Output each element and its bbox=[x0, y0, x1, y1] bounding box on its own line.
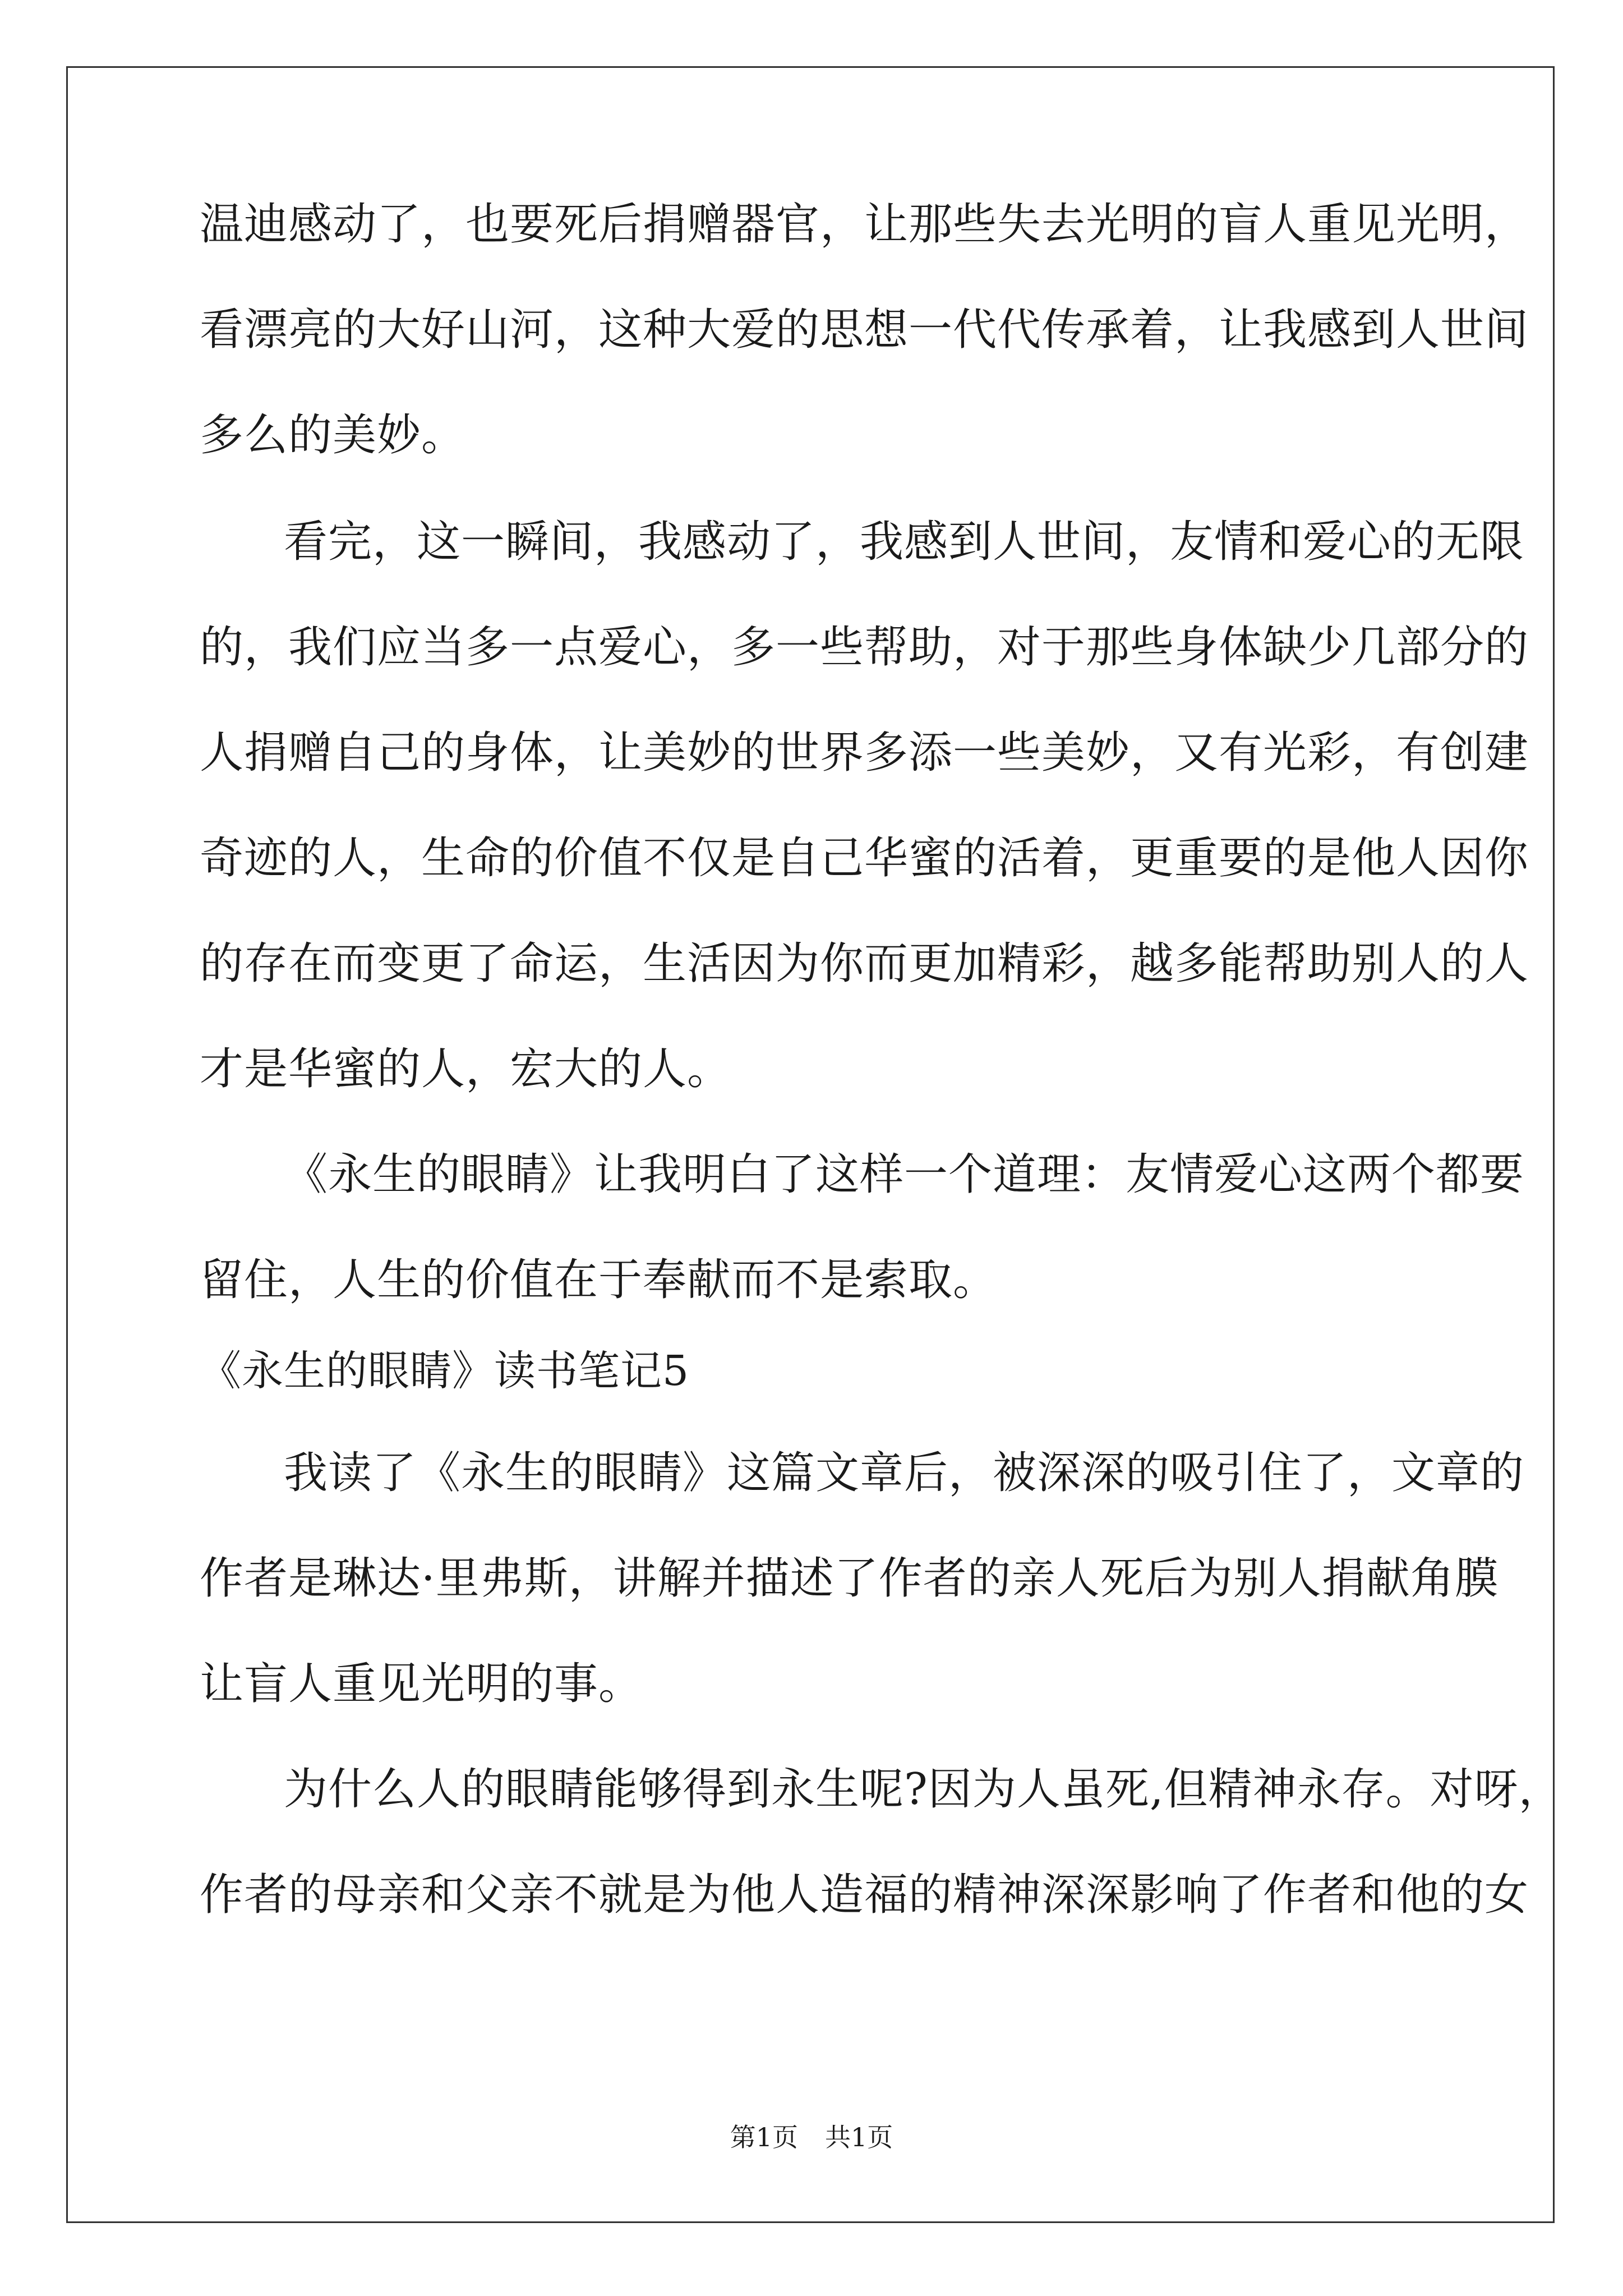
paragraph-line: 人捐赠自己的身体，让美妙的世界多添一些美妙，又有光彩，有创建 bbox=[200, 728, 1529, 778]
section-heading: 《永生的眼睛》读书笔记5 bbox=[200, 1347, 690, 1395]
paragraph-line: 《永生的眼睛》让我明白了这样一个道理：友情爱心这两个都要 bbox=[284, 1149, 1525, 1200]
page-total: 共1页 bbox=[825, 2122, 893, 2152]
paragraph-line: 看完，这一瞬间，我感动了，我感到人世间，友情和爱心的无限 bbox=[284, 517, 1525, 567]
paragraph-line: 温迪感动了，也要死后捐赠器官，让那些失去光明的盲人重见光明， bbox=[200, 199, 1529, 250]
paragraph-line: 的，我们应当多一点爱心，多一些帮助，对于那些身体缺少几部分的 bbox=[200, 622, 1529, 673]
paragraph-line: 作者是琳达·里弗斯，讲解并描述了作者的亲人死后为别人捐献角膜 bbox=[200, 1553, 1499, 1604]
paragraph-line: 作者的母亲和父亲不就是为他人造福的精神深深影响了作者和他的女 bbox=[200, 1870, 1529, 1920]
paragraph-line: 让盲人重见光明的事。 bbox=[200, 1659, 643, 1709]
paragraph-line: 留住，人生的价值在于奉献而不是索取。 bbox=[200, 1255, 998, 1305]
page-footer bbox=[0, 2120, 1623, 2154]
paragraph-line: 我读了《永生的眼睛》这篇文章后，被深深的吸引住了，文章的 bbox=[284, 1448, 1525, 1498]
paragraph-line: 为什么人的眼睛能够得到永生呢?因为人虽死,但精神永存。对呀， bbox=[284, 1764, 1563, 1815]
page-number: 第1页 bbox=[730, 2122, 798, 2152]
paragraph-line: 才是华蜜的人，宏大的人。 bbox=[200, 1044, 732, 1094]
paragraph-line: 多么的美妙。 bbox=[200, 410, 466, 461]
paragraph-line: 看漂亮的大好山河，这种大爱的思想一代代传承着，让我感到人世间 bbox=[200, 305, 1529, 355]
paragraph-line: 的存在而变更了命运，生活因为你而更加精彩，越多能帮助别人的人 bbox=[200, 938, 1529, 989]
paragraph-line: 奇迹的人，生命的价值不仅是自己华蜜的活着，更重要的是他人因你 bbox=[200, 833, 1529, 884]
